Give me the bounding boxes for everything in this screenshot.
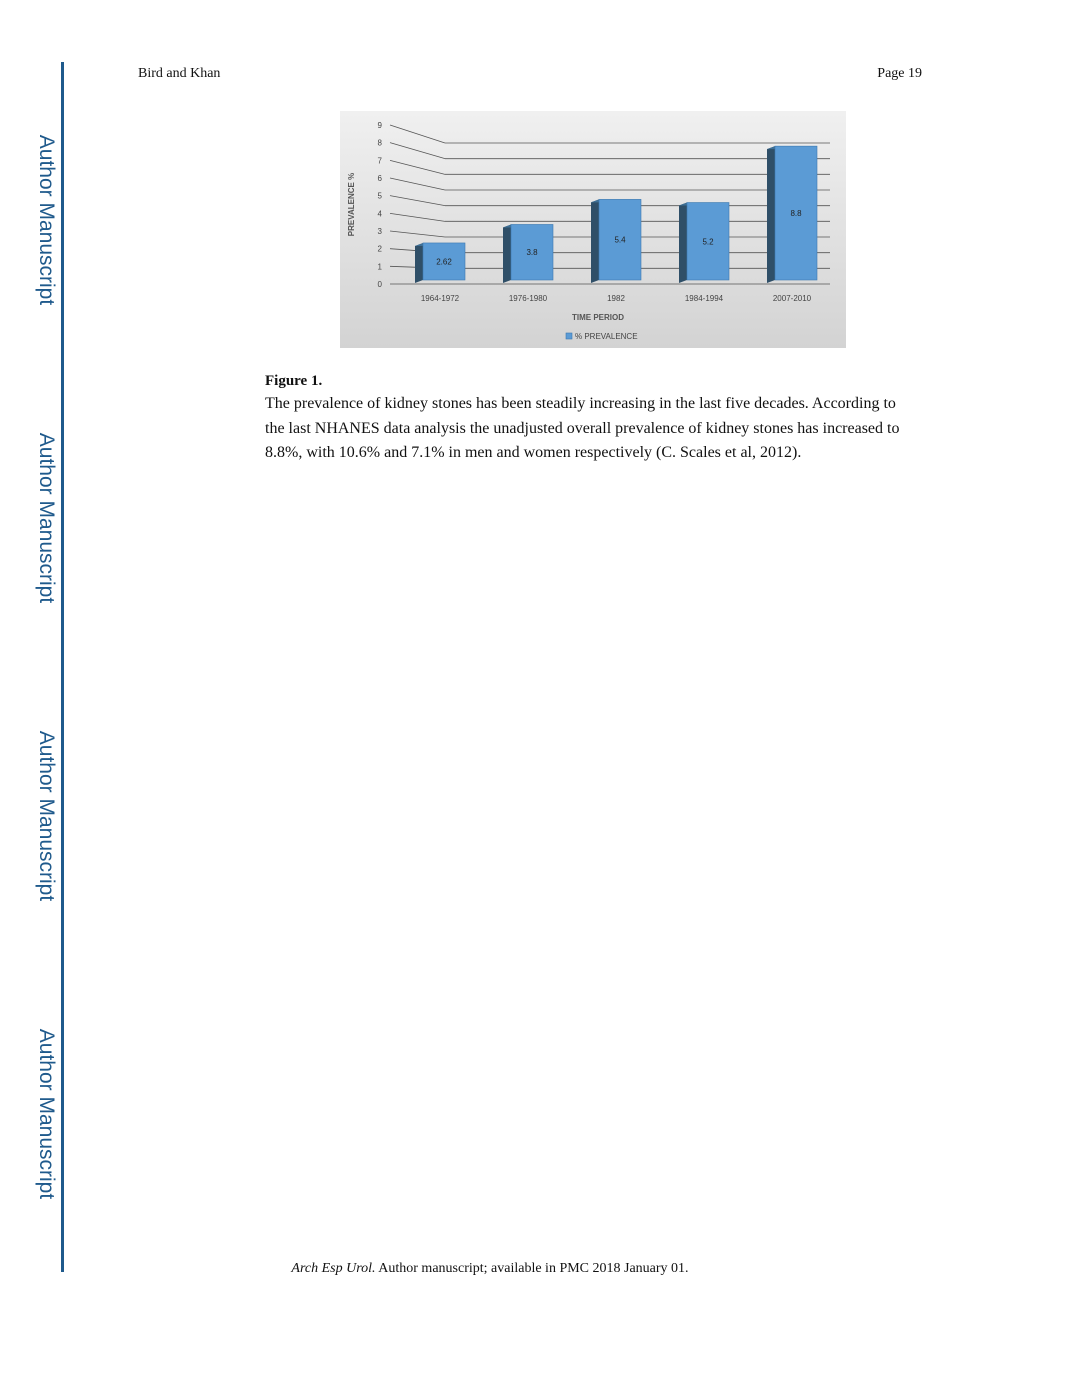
- bar-side: [767, 146, 775, 283]
- bar-side: [415, 243, 423, 283]
- footer-citation: [0, 1261, 980, 1277]
- gridline-wall: [390, 160, 445, 174]
- y-tick-label: 3: [377, 227, 382, 236]
- y-tick-label: 2: [377, 244, 382, 254]
- data-label: 8.8: [790, 209, 802, 219]
- gridline-wall: [390, 143, 445, 159]
- x-tick-label: 2007-2010: [772, 294, 812, 303]
- data-label: 2.62: [436, 257, 452, 267]
- gridline-wall: [390, 213, 445, 221]
- gridline-wall: [390, 231, 445, 237]
- x-tick-label: 1964-1972: [420, 294, 460, 303]
- y-tick-label: 5: [377, 191, 382, 201]
- data-label: 3.8: [526, 248, 538, 258]
- page-number: Page 19: [877, 66, 922, 81]
- figure-label: Figure 1.: [265, 373, 323, 389]
- gridline-wall: [390, 196, 445, 206]
- data-label: 5.4: [614, 235, 626, 245]
- sidebar-rule: [61, 62, 64, 1272]
- y-axis-label: PREVALENCE %: [347, 172, 356, 237]
- bar-chart: [340, 111, 846, 348]
- x-tick-label: 1976-1980: [508, 294, 548, 303]
- y-tick-label: 9: [377, 121, 382, 130]
- y-tick-label: 8: [377, 138, 382, 148]
- x-tick-label: 1984-1994: [684, 294, 724, 303]
- footer-text: Author manuscript; available in PMC 2018 January 01.: [375, 1261, 689, 1276]
- bar-side: [679, 203, 687, 283]
- data-label: 5.2: [702, 237, 714, 247]
- y-tick-label: 4: [377, 209, 382, 219]
- gridline-wall: [390, 125, 445, 143]
- journal-name: Arch Esp Urol.: [291, 1261, 376, 1276]
- gridline-wall: [390, 178, 445, 190]
- y-tick-label: 6: [377, 174, 382, 183]
- bar-side: [503, 224, 511, 283]
- legend-label: % PREVALENCE: [575, 332, 638, 341]
- figure-caption: The prevalence of kidney stones has been steadily increasing in the last five decades. According to the last NHANES data analysis the unadjusted overall prevalence of kidney stones has increased to 8.8%, with 10.6% and 7.1% in men and women respectively (C. Scales et al, 2012).: [265, 395, 900, 461]
- bar-side: [591, 199, 599, 283]
- running-head-authors: Bird and Khan: [138, 66, 221, 81]
- y-tick-label: 1: [377, 262, 382, 272]
- x-tick-label: 1982: [607, 294, 625, 303]
- y-tick-label: 0: [377, 280, 382, 289]
- legend-swatch: [566, 333, 572, 339]
- x-axis-label: TIME PERIOD: [571, 313, 625, 322]
- figure-chart: [340, 111, 846, 348]
- y-tick-label: 7: [377, 156, 382, 166]
